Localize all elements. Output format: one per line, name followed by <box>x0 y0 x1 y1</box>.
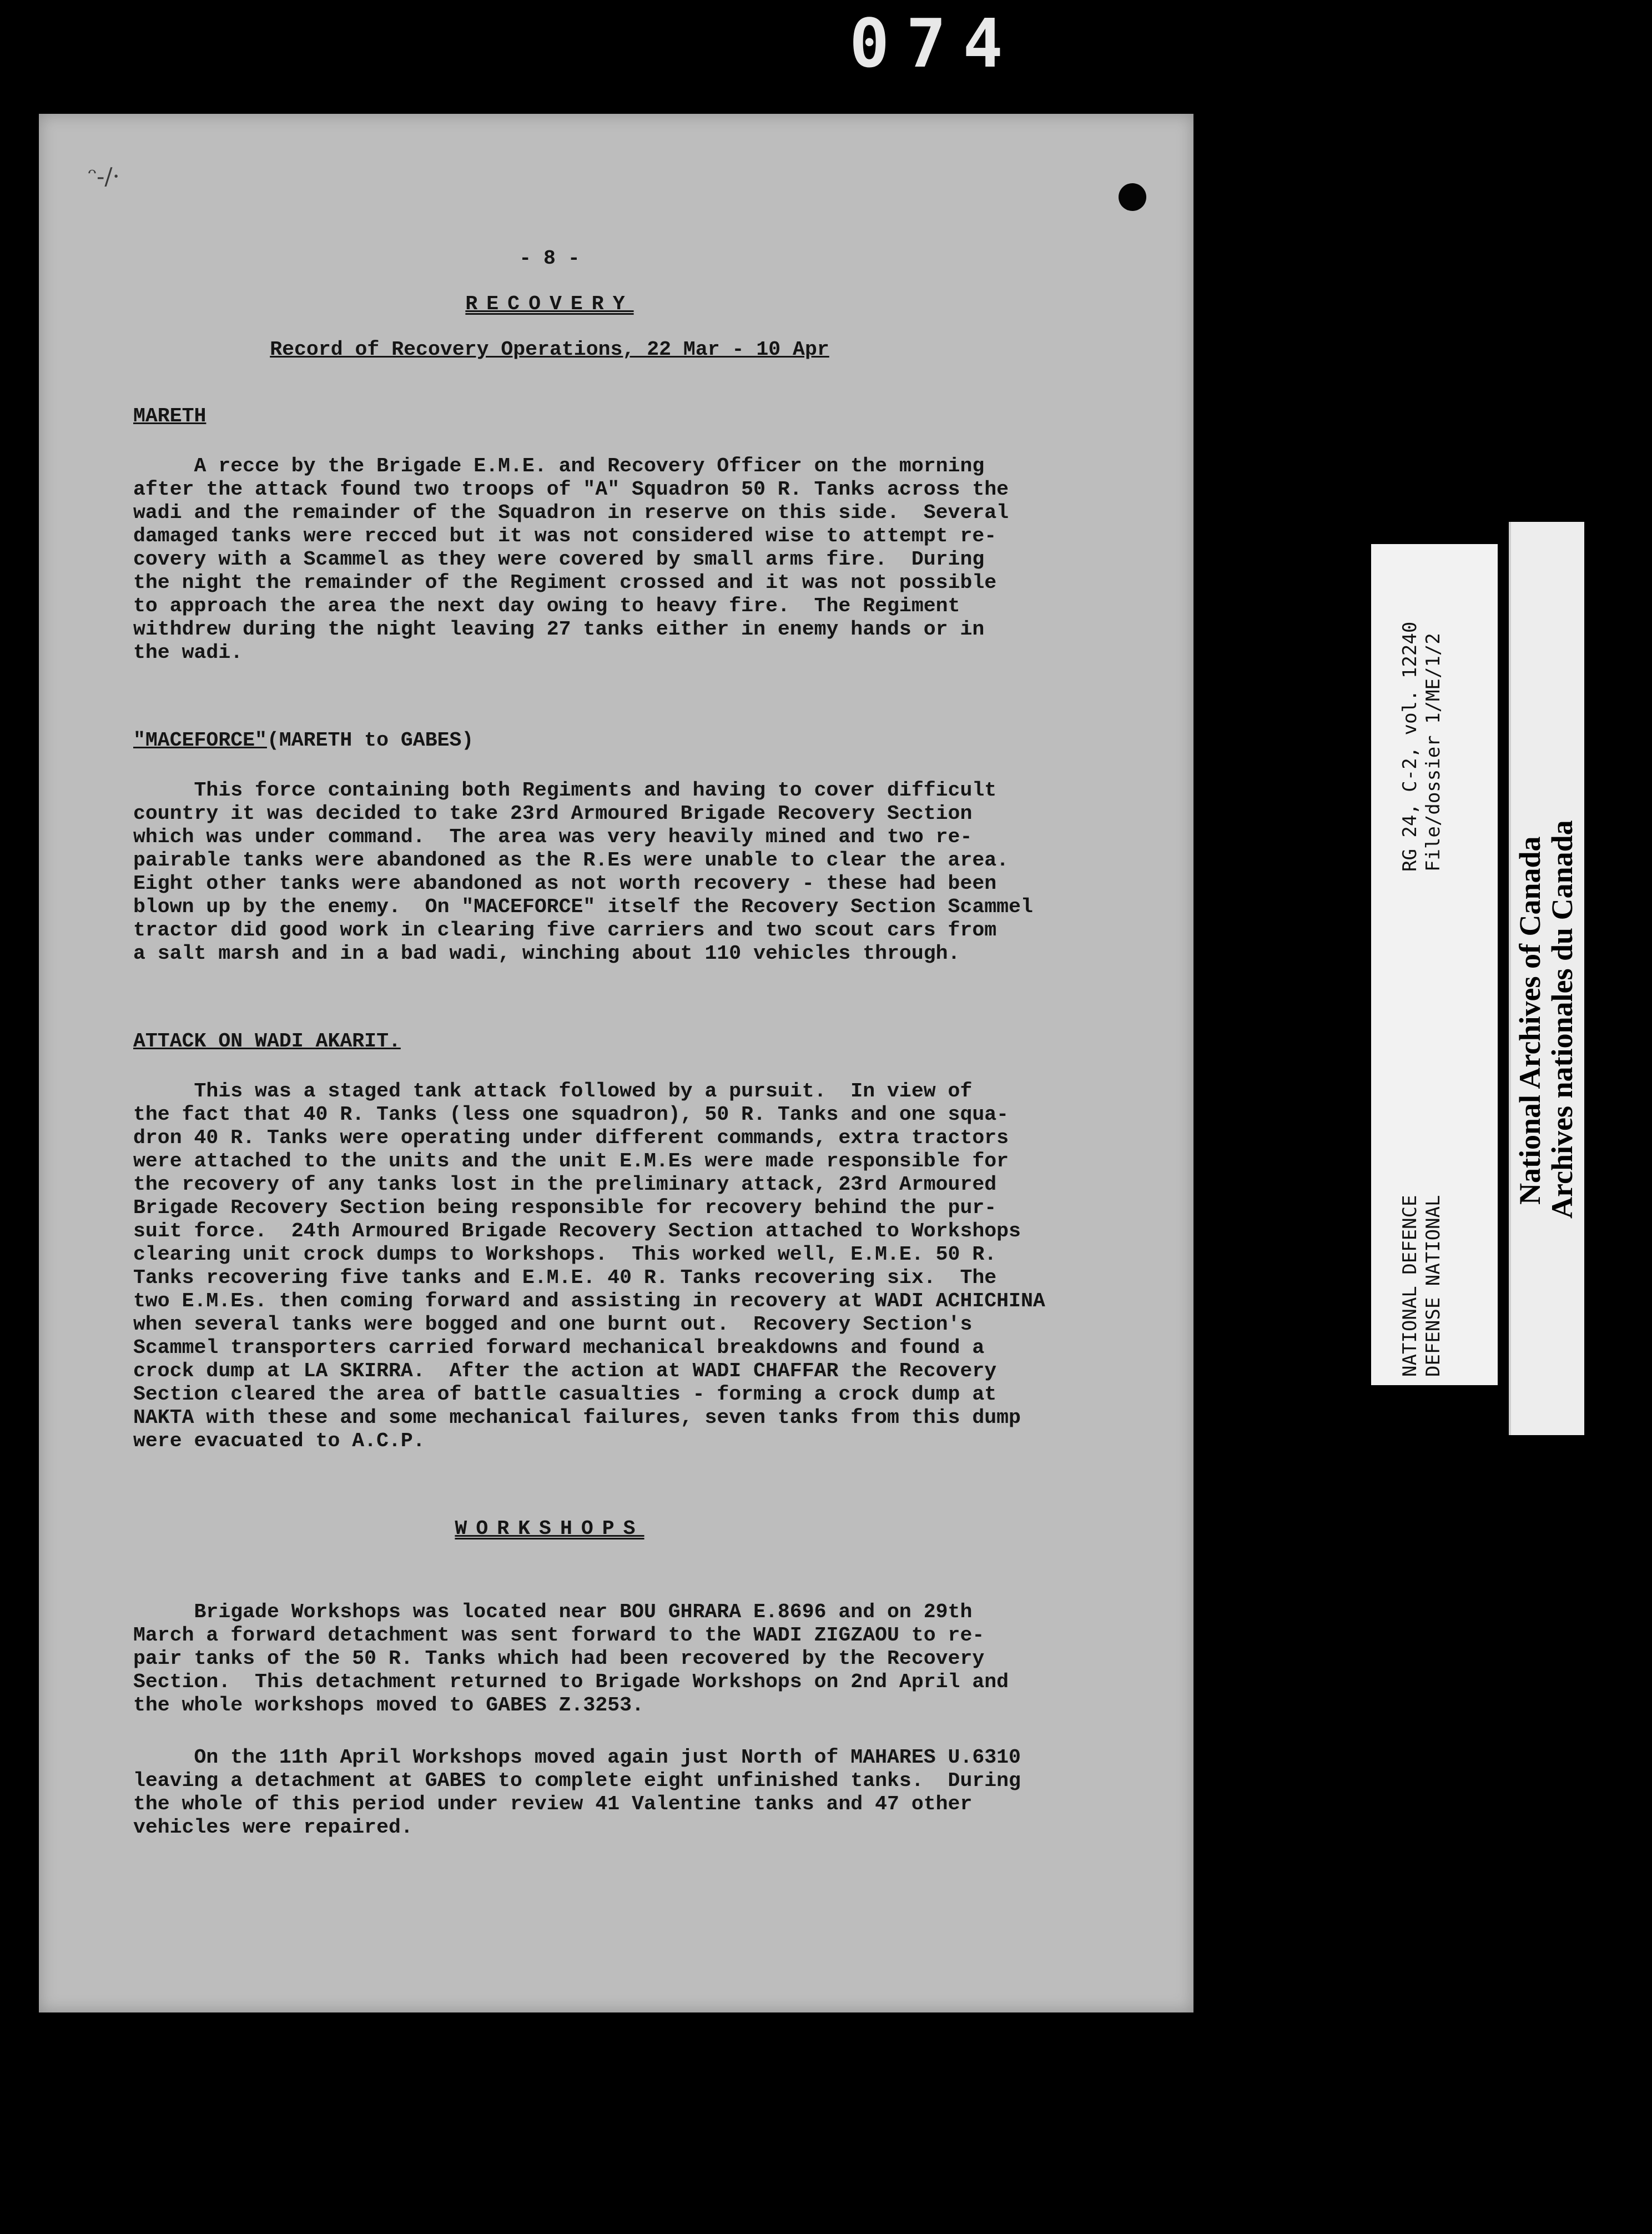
maceforce-heading-suffix: (MARETH to GABES) <box>266 729 474 752</box>
paragraph-workshops-2: On the 11th April Workshops moved again just North of MAHARES U.6310 leaving a detachment at GABES to complete eight unfinished tanks. During the whole of this period under review 41 Valentine tanks and 47 other vehicles were repaired. <box>133 1746 1021 1839</box>
archives-name-text <box>1509 522 1582 1435</box>
paragraph-workshops-1: Brigade Workshops was located near BOU GHRARA E.8696 and on 29th March a forward detachment was sent forward to the WADI ZIGZAOU to re- pair tanks of the 50 R. Tanks which had been recovered by the Recovery Section. This detachment returned to Brigade Workshops on 2nd April and the whole workshops moved to GABES Z.3253. <box>133 1601 1009 1717</box>
archives-name-fr: Archives nationales du Canada <box>1545 820 1579 1219</box>
page-number: - 8 - <box>519 247 580 270</box>
workshops-title: WORKSHOPS <box>455 1517 644 1540</box>
document-body <box>133 247 1177 1904</box>
recovery-subtitle: Record of Recovery Operations, 22 Mar - 10 Apr <box>270 338 829 361</box>
department-line-1: NATIONAL DEFENCE <box>1399 1195 1421 1377</box>
section-heading-maceforce <box>133 729 1177 752</box>
maceforce-heading-name: "MACEFORCE" <box>133 729 267 752</box>
paragraph-wadi-akarit: This was a staged tank attack followed by a pursuit. In view of the fact that 40 R. Tanks (less one squadron), 50 R. Tanks and one squa- dron 40 R. Tanks were operating under different commands, extra tractors were attached to the units and the unit E.M.Es were made responsible for the recovery of any tanks lost in the preliminary attack, 23rd Armoured Brigade Recovery Section being responsible for recovery behind the pur- suit force. 24th Armoured Brigade Recovery Section attached to Workshops clearing unit crock dumps to Workshops. This worked well, E.M.E. 50 R. Tanks recovering five tanks and E.M.E. 40 R. Tanks recovering six. The two E.M.Es. then coming forward and assisting in recovery at WADI ACHICHINA when several tanks were bogged and one burnt out. Recovery Section's Scammel transporters carried forward mechanical breakdowns and found a crock dump at LA SKIRRA. After the action at WADI CHAFFAR the Recovery Section cleared the area of battle casualties - forming a crock dump at NAKTA with these and some mechanical failures, seven tanks from this dump were evacuated to A.C.P. <box>133 1080 1045 1452</box>
section-heading-mareth: MARETH <box>133 405 206 427</box>
punch-hole <box>1119 183 1146 211</box>
paragraph-mareth: A recce by the Brigade E.M.E. and Recovery Officer on the morning after the attack found two troops of "A" Squadron 50 R. Tanks across the wadi and the remainder of the Squadron in reserve on this side. Several damaged tanks were recced but it was not considered wise to attempt re- covery with a Scammel as they were covered by small arms fire. During the night the remainder of the Regiment crossed and it was not possible to approach the area the next day owing to heavy fire. The Regiment withdrew during the night leaving 27 tanks either in enemy hands or in the wadi. <box>133 455 1009 664</box>
archive-ref-line-2: File/dossier 1/ME/1/2 <box>1422 633 1444 872</box>
recovery-title: RECOVERY <box>465 293 634 315</box>
archives-name-en: National Archives of Canada <box>1513 836 1547 1205</box>
frame-number: 074 <box>849 6 1020 83</box>
document-page <box>39 114 1193 2012</box>
paragraph-maceforce: This force containing both Regiments and having to cover difficult country it was decided to take 23rd Armoured Brigade Recovery Section which was under command. The area was very heavily mined and two re- pairable tanks were abandoned as the R.Es were unable to clear the area. Eight other tanks were abandoned as not worth recovery - these had been blown up by the enemy. On "MACEFORCE" itself the Recovery Section Scammel tractor did good work in clearing five carriers and two scout cars from a salt marsh and in a bad wadi, winching about 110 vehicles through. <box>133 779 1033 965</box>
section-heading-wadi-akarit: ATTACK ON WADI AKARIT. <box>133 1030 401 1053</box>
department-line-2: DEFENSE NATIONAL <box>1422 1195 1444 1377</box>
archive-ref-line-1: RG 24, C-2, vol. 12240 <box>1399 621 1421 872</box>
archive-reference-text <box>1371 544 1498 1385</box>
margin-mark: ᵔ-/· <box>88 163 120 190</box>
